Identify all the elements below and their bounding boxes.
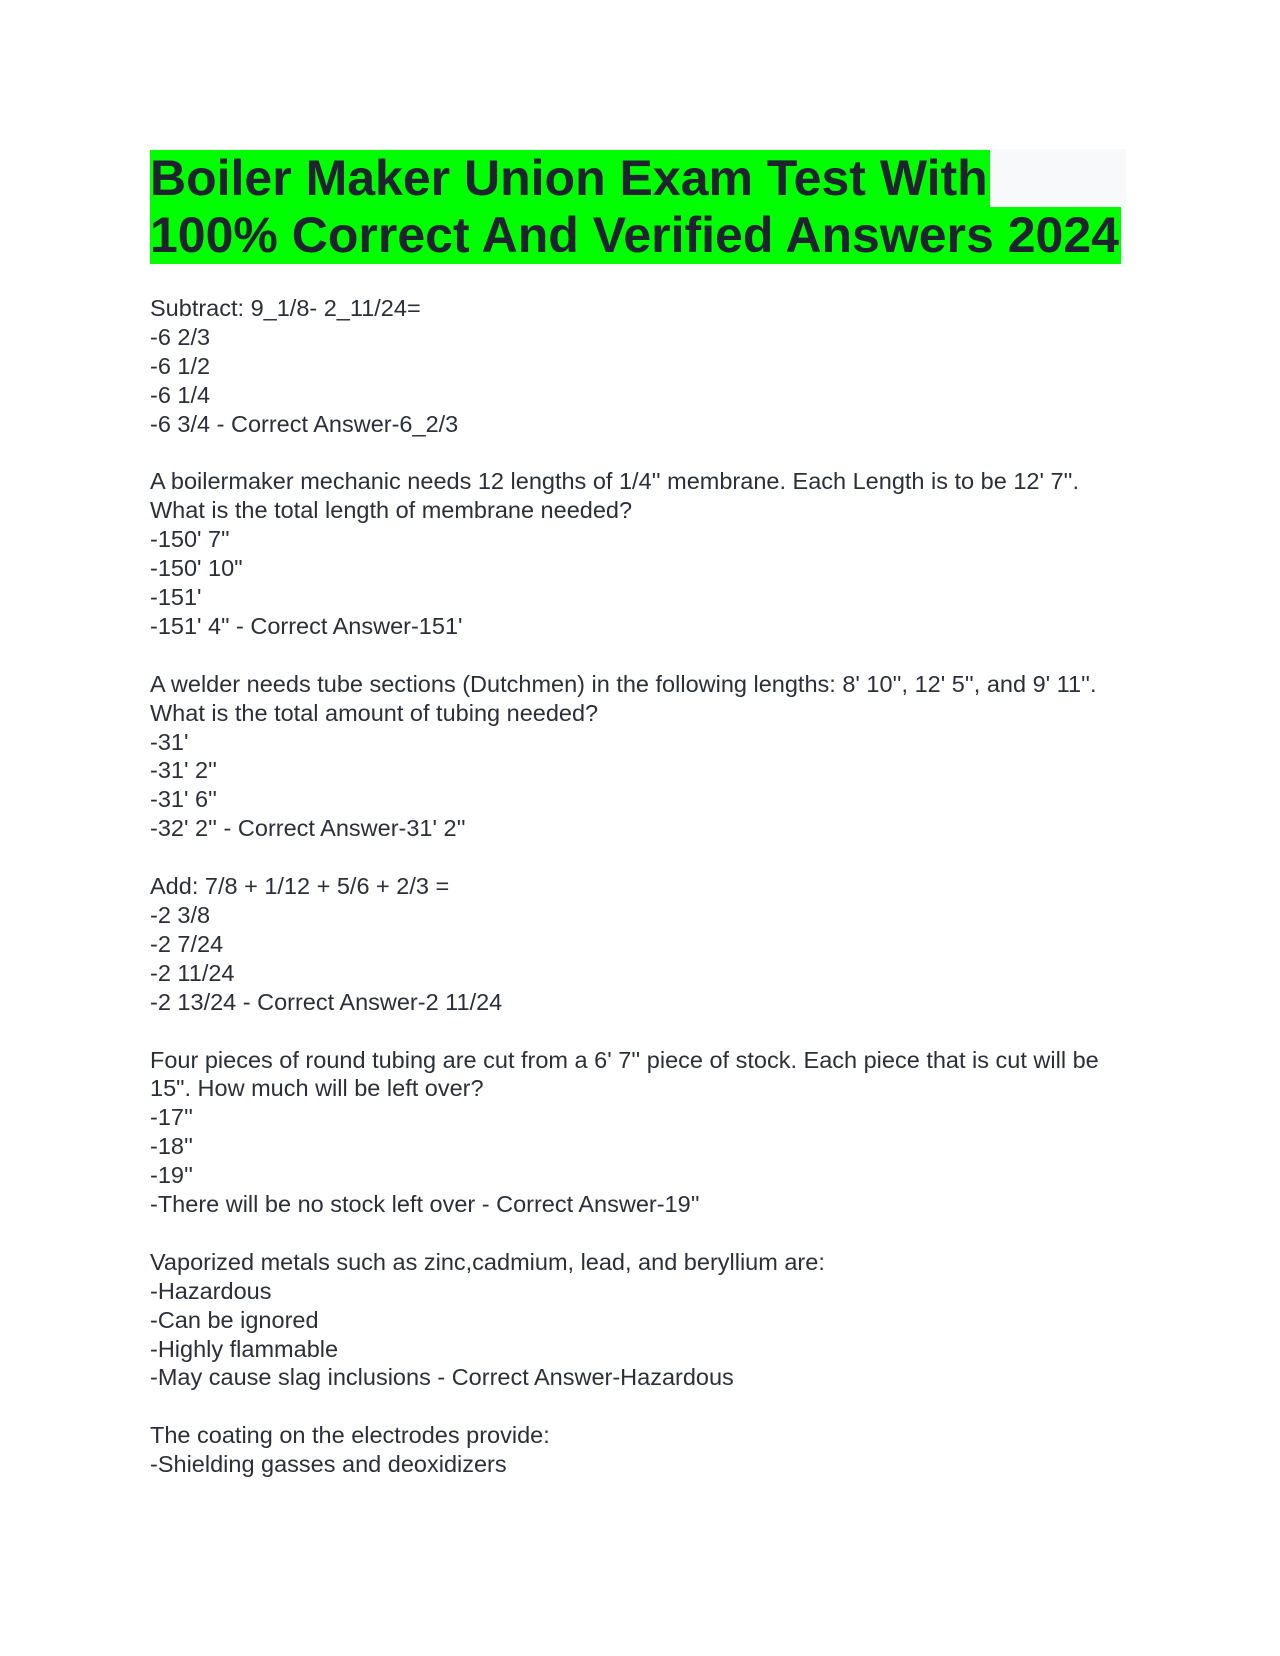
answer-option: -18'' bbox=[150, 1133, 193, 1160]
answer-option: -Can be ignored bbox=[150, 1306, 319, 1333]
question-text: Four pieces of round tubing are cut from a 6' 7'' piece of stock. Each piece that is cut will be 15". How much will be left over? bbox=[150, 1046, 1106, 1102]
question-block bbox=[150, 467, 1130, 640]
answer-option-with-correct-answer: -151' 4" - Correct Answer-151' bbox=[150, 612, 463, 639]
answer-option: -31' bbox=[150, 728, 189, 755]
answer-option: -2 3/8 bbox=[150, 901, 211, 928]
answer-option-with-correct-answer: -May cause slag inclusions - Correct Answer-Hazardous bbox=[150, 1364, 734, 1391]
answer-option-with-correct-answer: -32' 2'' - Correct Answer-31' 2'' bbox=[150, 815, 466, 842]
question-block bbox=[150, 670, 1130, 843]
answer-option: -Hazardous bbox=[150, 1277, 272, 1304]
question-block bbox=[150, 1421, 1130, 1479]
answer-option: -Highly flammable bbox=[150, 1335, 339, 1362]
answer-option: -6 1/4 bbox=[150, 381, 211, 408]
question-block bbox=[150, 872, 1130, 1017]
title-line-1: Boiler Maker Union Exam Test With bbox=[150, 150, 988, 206]
answer-option: -Shielding gasses and deoxidizers bbox=[150, 1451, 507, 1478]
question-block bbox=[150, 1046, 1130, 1219]
answer-option-with-correct-answer: -6 3/4 - Correct Answer-6_2/3 bbox=[150, 410, 459, 437]
answer-option: -151' bbox=[150, 584, 202, 611]
answer-option: -17'' bbox=[150, 1104, 193, 1131]
answer-option-with-correct-answer: -There will be no stock left over - Correct Answer-19'' bbox=[150, 1191, 700, 1218]
question-text: Vaporized metals such as zinc,cadmium, lead, and beryllium are: bbox=[150, 1248, 825, 1275]
question-text: A boilermaker mechanic needs 12 lengths of 1/4'' membrane. Each Length is to be 12' 7''. What is the total length of membrane needed? bbox=[150, 468, 1086, 524]
answer-option: -150' 10" bbox=[150, 555, 243, 582]
question-text: Subtract: 9_1/8- 2_11/24= bbox=[150, 295, 421, 321]
answer-option: -31' 6'' bbox=[150, 786, 218, 813]
document-title bbox=[150, 149, 1126, 267]
answer-option: -150' 7" bbox=[150, 526, 230, 553]
answer-option: -19'' bbox=[150, 1162, 193, 1189]
question-text: Add: 7/8 + 1/12 + 5/6 + 2/3 = bbox=[150, 873, 450, 900]
question-text: A welder needs tube sections (Dutchmen) in the following lengths: 8' 10'', 12' 5'', and 9' 11''. What is the total amount of tubing needed? bbox=[150, 670, 1104, 726]
question-text: The coating on the electrodes provide: bbox=[150, 1422, 550, 1449]
answer-option-with-correct-answer: -2 13/24 - Correct Answer-2 11/24 bbox=[150, 988, 503, 1015]
answer-option: -2 7/24 bbox=[150, 930, 224, 957]
question-block bbox=[150, 1248, 1130, 1393]
answer-option: -2 11/24 bbox=[150, 959, 235, 986]
answer-option: -6 1/2 bbox=[150, 352, 211, 379]
questions-list bbox=[150, 294, 1130, 1508]
answer-option: -31' 2'' bbox=[150, 757, 218, 784]
title-line-2: 100% Correct And Verified Answers 2024 bbox=[150, 207, 1119, 263]
question-block bbox=[150, 294, 1130, 439]
answer-option: -6 2/3 bbox=[150, 323, 211, 350]
